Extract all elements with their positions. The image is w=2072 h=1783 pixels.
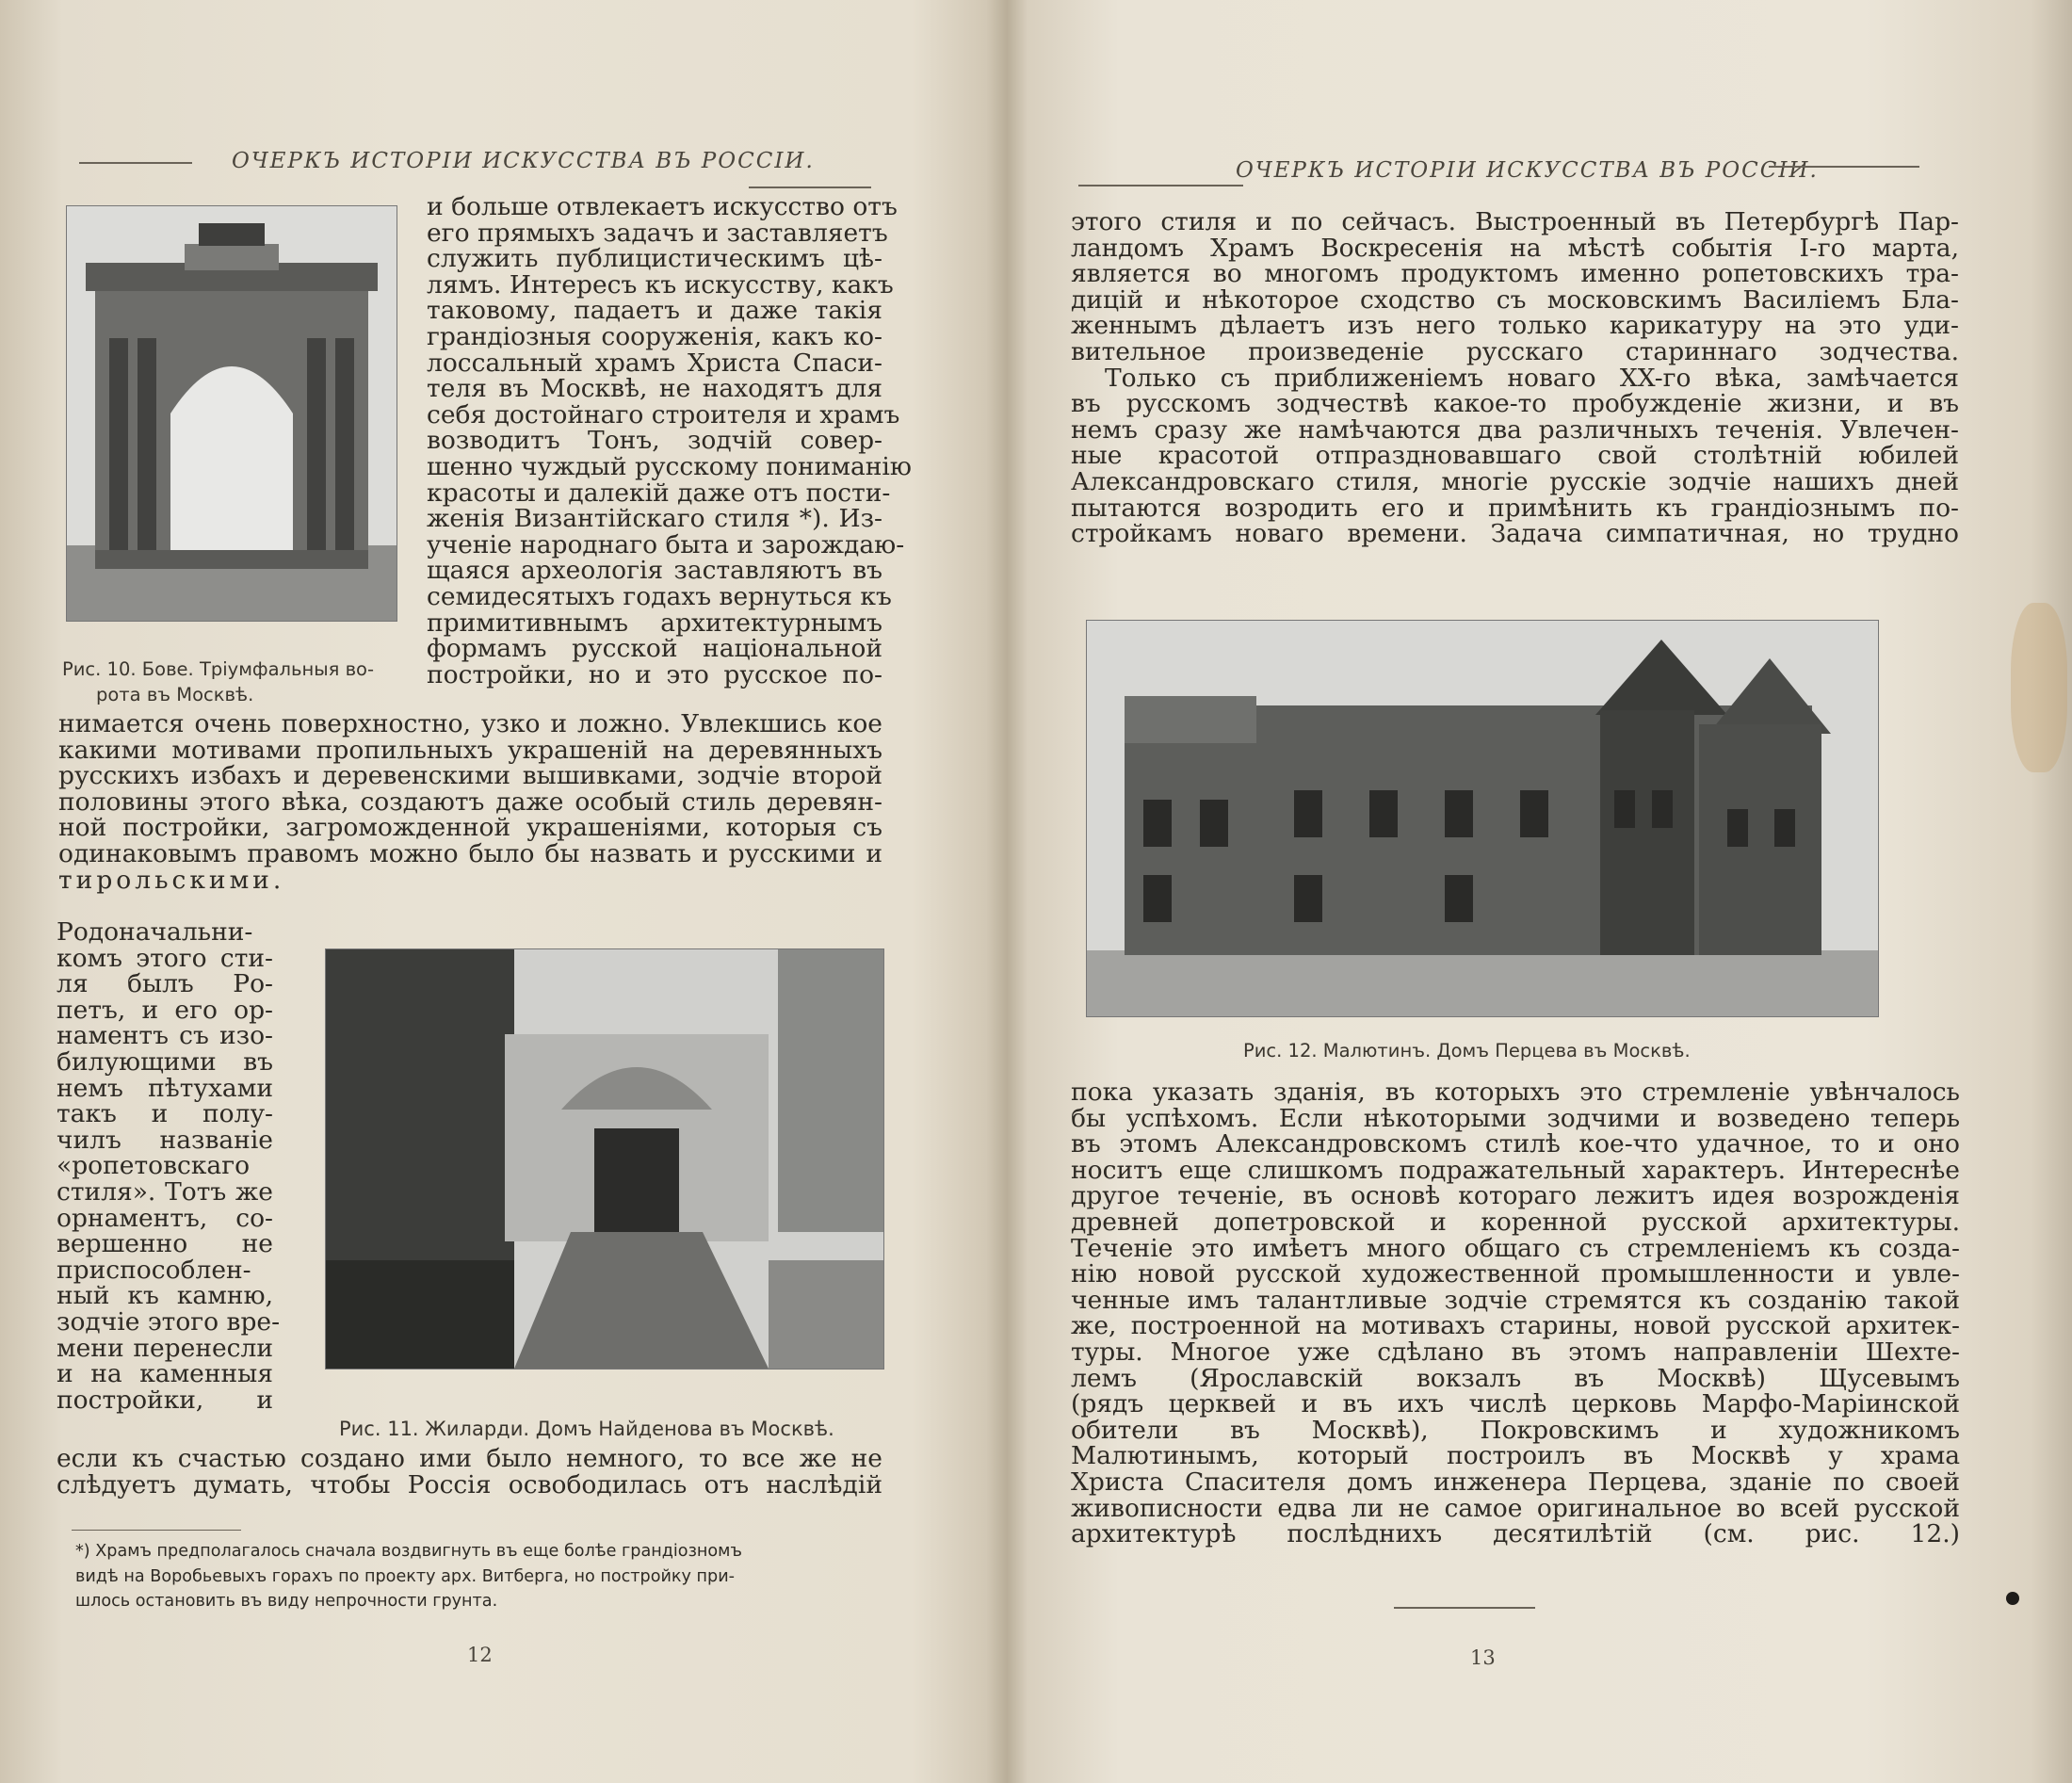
footnote [75, 1539, 742, 1614]
text-line: ченные имъ талантливые зодчіе стремятся къ созданію такой [1071, 1285, 1960, 1315]
text-line: въ этомъ Александровскомъ стилѣ кое-что удачное, то и оно [1071, 1129, 1960, 1159]
text-line: Только съ приближеніемъ новаго XX-го вѣка, замѣчается [1105, 363, 1959, 393]
text-line: Родоначальни- [57, 917, 253, 947]
text-line: щаяся археологія заставляютъ въ [427, 556, 882, 586]
text-line: дицій и нѣкоторое сходство съ московскимъ Василіемъ Бла- [1071, 284, 1959, 315]
text-narrow-column [57, 917, 281, 1415]
running-head: ОЧЕРКЪ ИСТОРІИ ИСКУССТВА ВЪ РОССІИ. [232, 149, 815, 173]
text-line: лоссальный храмъ Христа Спаси- [427, 348, 882, 378]
text-block-top [1071, 209, 1959, 547]
text-line: въ русскомъ зодчествѣ какое-то пробужденіе жизни, и въ [1071, 389, 1959, 419]
text-line: является во многомъ продуктомъ именно ропетовскихъ тра- [1071, 259, 1959, 289]
text-line: пытаются возродить его и примѣнить къ грандіознымъ по- [1071, 493, 1959, 523]
text-line: одинаковымъ правомъ можно было бы назвать и русскими и [58, 838, 882, 868]
text-line: живописности едва ли не самое оригинальное во всей русской [1071, 1493, 1960, 1523]
text-line: зодчіе этого вре- [57, 1306, 281, 1337]
text-line: же, построенной на мотивахъ старины, новой русской архитек- [1071, 1311, 1960, 1341]
text-line: и больше отвлекаетъ искусство отъ [427, 192, 898, 221]
text-line: Христа Спасителя домъ инженера Перцева, зданіе по своей [1071, 1467, 1960, 1497]
text-line: формамъ русской національной [427, 634, 882, 664]
text-line: (рядъ церквей и въ ихъ числѣ церковь Марфо-Маріинской [1071, 1389, 1960, 1419]
text-line: немъ сразу же намѣчаются два различныхъ теченія. Увлечен- [1071, 414, 1959, 445]
text-line: ной постройки, загроможденной украшеніями, которыя съ [58, 813, 882, 843]
text-line: нію новой русской художественной промышленности и увле- [1071, 1259, 1960, 1289]
text-line: русскихъ избахъ и деревенскими вышивками, зодчіе второй [58, 761, 882, 791]
text-line: вительное произведеніе русскаго стариннаго зодчества. [1071, 336, 1959, 366]
text-line: Малютинымъ, который построилъ въ Москвѣ у храма [1071, 1441, 1960, 1471]
text-line: ученіе народнаго быта и зарождаю- [427, 529, 905, 559]
text-line: вершенно не [57, 1229, 273, 1259]
text-line: шенно чуждый русскому пониманію [427, 451, 912, 481]
right-page [1003, 0, 2072, 1783]
footnote-line: шлось остановить въ виду непрочности грунта. [75, 1592, 498, 1611]
caption-line: рота въ Москвѣ. [96, 684, 254, 705]
text-line: ландомъ Храмъ Воскресенія на мѣстѣ событія I-го марта, [1071, 233, 1959, 263]
text-line: носитъ еще слишкомъ подражательный характеръ. Интереснѣе [1071, 1155, 1960, 1185]
text-line: орнаментъ, со- [57, 1203, 273, 1233]
text-line: такъ и полу- [57, 1099, 273, 1129]
end-rule [1394, 1607, 1535, 1609]
text-line: комъ этого сти- [57, 943, 273, 973]
figure-11-house-photo [325, 948, 884, 1370]
text-line: архитектурѣ послѣднихъ десятилѣтій (см. рис. 12.) [1071, 1519, 1960, 1549]
text-line: Теченіе это имѣетъ много общаго съ стремленіемъ къ созда- [1071, 1233, 1960, 1263]
head-rule-right [1769, 166, 1919, 168]
left-page [0, 0, 979, 1783]
footnote-rule [72, 1530, 241, 1531]
text-line: себя достойнаго строителя и храмъ [427, 399, 900, 430]
text-full-width-2 [57, 1446, 882, 1498]
footnote-line: *) Храмъ предполагалось сначала воздвигнуть въ еще болѣе грандіозномъ [75, 1542, 742, 1561]
text-line: примитивнымъ архитектурнымъ [427, 608, 882, 638]
text-line: наментъ съ изо- [57, 1021, 273, 1051]
text-line: приспособлен- [57, 1255, 251, 1285]
text-line: половины этого вѣка, создаютъ даже особый стиль деревян- [58, 786, 882, 817]
text-line: немъ пѣтухами [57, 1073, 273, 1103]
text-line: таковому, падаетъ и даже такія [427, 296, 882, 326]
text-line: слѣдуетъ думать, чтобы Россія освободилась отъ наслѣдій [57, 1469, 882, 1499]
text-line: ный къ камню, [57, 1281, 273, 1311]
text-line: его прямыхъ задачъ и заставляетъ [427, 218, 888, 248]
text-line: лямъ. Интересъ къ искусству, какъ [427, 269, 894, 300]
page-number: 13 [1470, 1646, 1496, 1669]
text-line: другое теченіе, въ основѣ котораго лежитъ идея возрожденія [1071, 1181, 1960, 1211]
text-line: стройкамъ новаго времени. Задача симпатичная, но трудно [1071, 519, 1959, 549]
text-line: семидесятыхъ годахъ вернуться къ [427, 581, 892, 611]
text-line: если къ счастью создано ими было немного, то все же не [57, 1444, 882, 1473]
caption-line: Рис. 10. Бове. Тріумфальныя во- [62, 658, 375, 680]
figure-11-caption: Рис. 11. Жиларди. Домъ Найденова въ Москвѣ. [339, 1418, 834, 1440]
page-number: 12 [467, 1644, 493, 1666]
head-rule-left [1078, 185, 1243, 186]
text-line: женія Византійскаго стиля *). Из- [427, 504, 882, 534]
head-rule-left [79, 162, 192, 164]
text-line: стиля». Тотъ же [57, 1176, 273, 1207]
figure-10-caption [62, 656, 374, 707]
text-line: лемъ (Ярославскій вокзалъ въ Москвѣ) Щусевымъ [1071, 1363, 1960, 1393]
text-line: и на каменныя [57, 1359, 273, 1389]
text-line: древней допетровской и коренной русской архитектуры. [1071, 1207, 1960, 1237]
text-line: чилъ названіе [57, 1125, 273, 1155]
text-line: какими мотивами пропильныхъ украшеній на деревянныхъ [58, 735, 882, 765]
text-line: билующими въ [57, 1046, 273, 1077]
text-line: пока указать зданія, въ которыхъ это стремленіе увѣнчалось [1071, 1078, 1960, 1107]
running-head: ОЧЕРКЪ ИСТОРІИ ИСКУССТВА ВЪ РОССІИ. [1236, 158, 1819, 183]
text-line: нимается очень поверхностно, узко и ложно. Увлекшись кое [58, 709, 882, 738]
text-line: теля въ Москвѣ, не находятъ для [427, 374, 882, 404]
text-line: постройки, но и это русское по- [427, 659, 882, 689]
text-line: мени перенесли [57, 1333, 273, 1363]
text-block-bottom [1071, 1079, 1960, 1548]
text-line: бы успѣхомъ. Если нѣкоторыми зодчими и возведено теперь [1071, 1103, 1960, 1133]
text-full-width-1 [58, 711, 882, 893]
text-line: туры. Многое уже сдѣлано въ этомъ направленіи Шехте- [1071, 1337, 1960, 1367]
text-line: ные красотой отпраздновавшаго свой столѣтній юбилей [1071, 441, 1959, 471]
text-line: тирольскими. [58, 865, 285, 895]
figure-10-arch-photo [66, 205, 397, 622]
text-line: ля былъ Ро- [57, 969, 273, 999]
text-line: красоты и далекій даже отъ пости- [427, 478, 891, 508]
text-line: этого стиля и по сейчасъ. Выстроенный въ Петербургѣ Пар- [1071, 207, 1959, 236]
text-line: возводитъ Тонъ, зодчій совер- [427, 426, 882, 456]
text-line: петъ, и его ор- [57, 995, 273, 1025]
head-rule-right [749, 186, 871, 188]
text-column-right-of-fig10 [427, 192, 912, 689]
text-line: служить публицистическимъ цѣ- [427, 244, 882, 274]
figure-12-house-photo [1086, 620, 1879, 1017]
text-line: женнымъ дѣлаетъ изъ него только карикатуру на это уди- [1071, 311, 1959, 341]
ink-spot [2006, 1592, 2019, 1605]
text-line: «ропетовскаго [57, 1151, 251, 1181]
footnote-line: видѣ на Воробьевыхъ горахъ по проекту арх. Витберга, но постройку при- [75, 1566, 736, 1586]
text-line: обители въ Москвѣ), Покровскимъ и художникомъ [1071, 1415, 1960, 1445]
text-line: грандіозныя сооруженія, какъ ко- [427, 321, 882, 351]
text-line: постройки, и [57, 1385, 273, 1415]
figure-12-caption: Рис. 12. Малютинъ. Домъ Перцева въ Москвѣ. [1243, 1040, 1691, 1062]
text-line: Александровскаго стиля, многіе русскіе зодчіе нашихъ дней [1071, 466, 1959, 496]
